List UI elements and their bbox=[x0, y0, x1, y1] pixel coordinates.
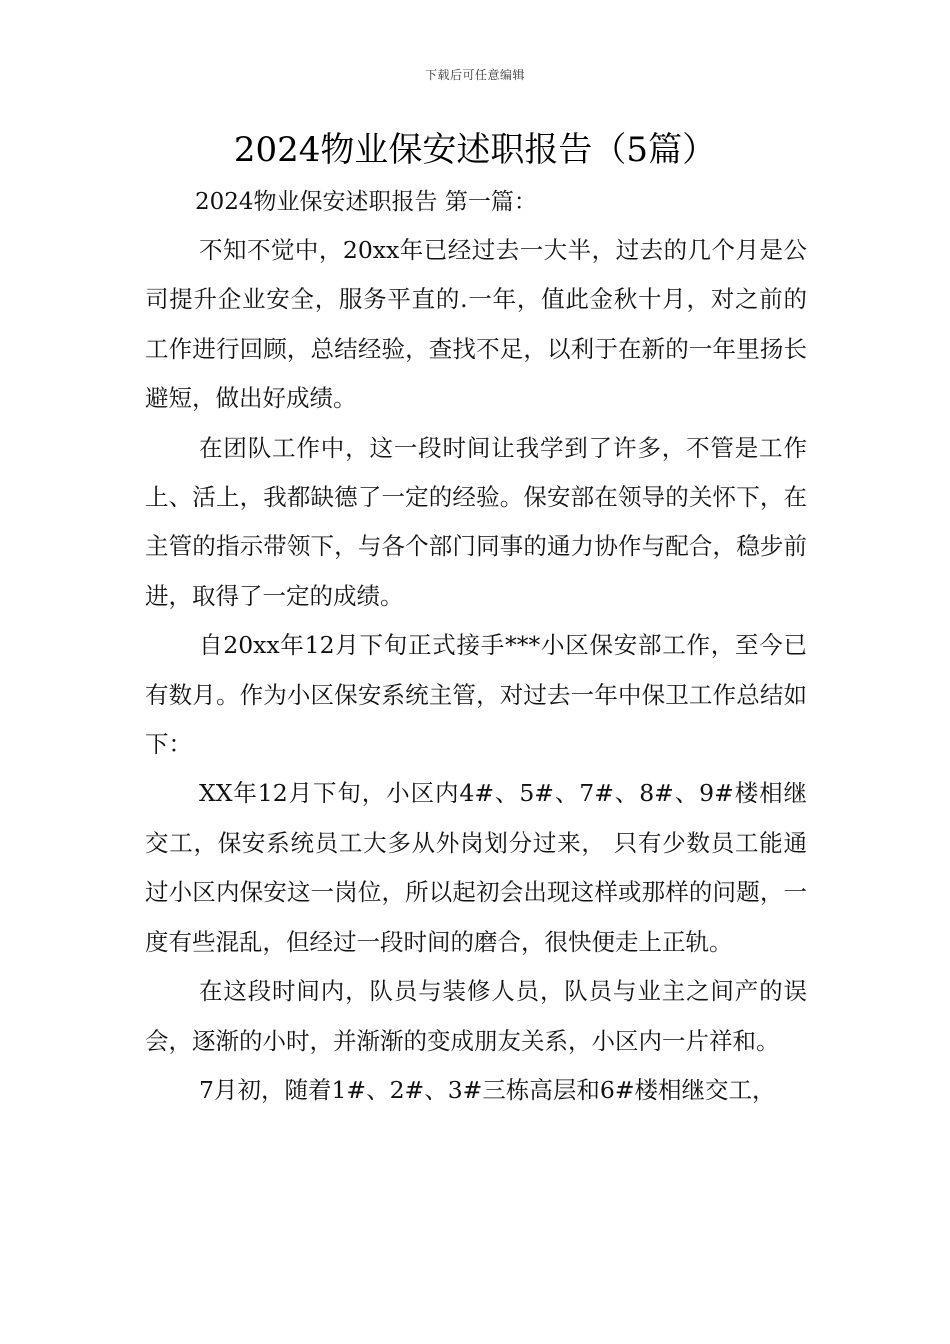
document-body bbox=[145, 178, 807, 1115]
paragraph-3: 自20xx年12月下旬正式接手***小区保安部工作，至今已有数月。作为小区保安系统主管，对过去一年中保卫工作总结如下： bbox=[145, 631, 807, 759]
section-subheading: 2024物业保安述职报告 第一篇： bbox=[195, 189, 537, 215]
paragraph-6: 7月初，随着1#、2#、3#三栋高层和6#楼相继交工， bbox=[199, 1075, 776, 1104]
paragraph-5: 在这段时间内，队员与装修人员，队员与业主之间产的误会，逐渐的小时，并渐渐的变成朋友关系，小区内一片祥和。 bbox=[145, 977, 807, 1055]
paragraph-2: 在团队工作中，这一段时间让我学到了许多，不管是工作上、活上，我都缺德了一定的经验。保安部在领导的关怀下，在主管的指示带领下，与各个部门同事的通力协作与配合，稳步前进，取得了一定的成绩。 bbox=[145, 433, 807, 610]
document-title: 2024物业保安述职报告（5篇） bbox=[233, 130, 717, 170]
paragraph-1: 不知不觉中，20xx年已经过去一大半，过去的几个月是公司提升企业安全，服务平直的.一年，值此金秋十月，对之前的工作进行回顾，总结经验，查找不足，以利于在新的一年里扬长避短，做出好成绩。 bbox=[145, 236, 807, 413]
page-header-note: 下载后可任意编辑 bbox=[424, 68, 525, 82]
paragraph-4: XX年12月下旬，小区内4#、5#、7#、8#、9#楼相继交工，保安系统员工大多从外岗划分过来， 只有少数员工能通过小区内保安这一岗位，所以起初会出现这样或那样的问题，一度有些混乱，但经过一段时间的磨合，很快便走上正轨。 bbox=[145, 779, 807, 956]
